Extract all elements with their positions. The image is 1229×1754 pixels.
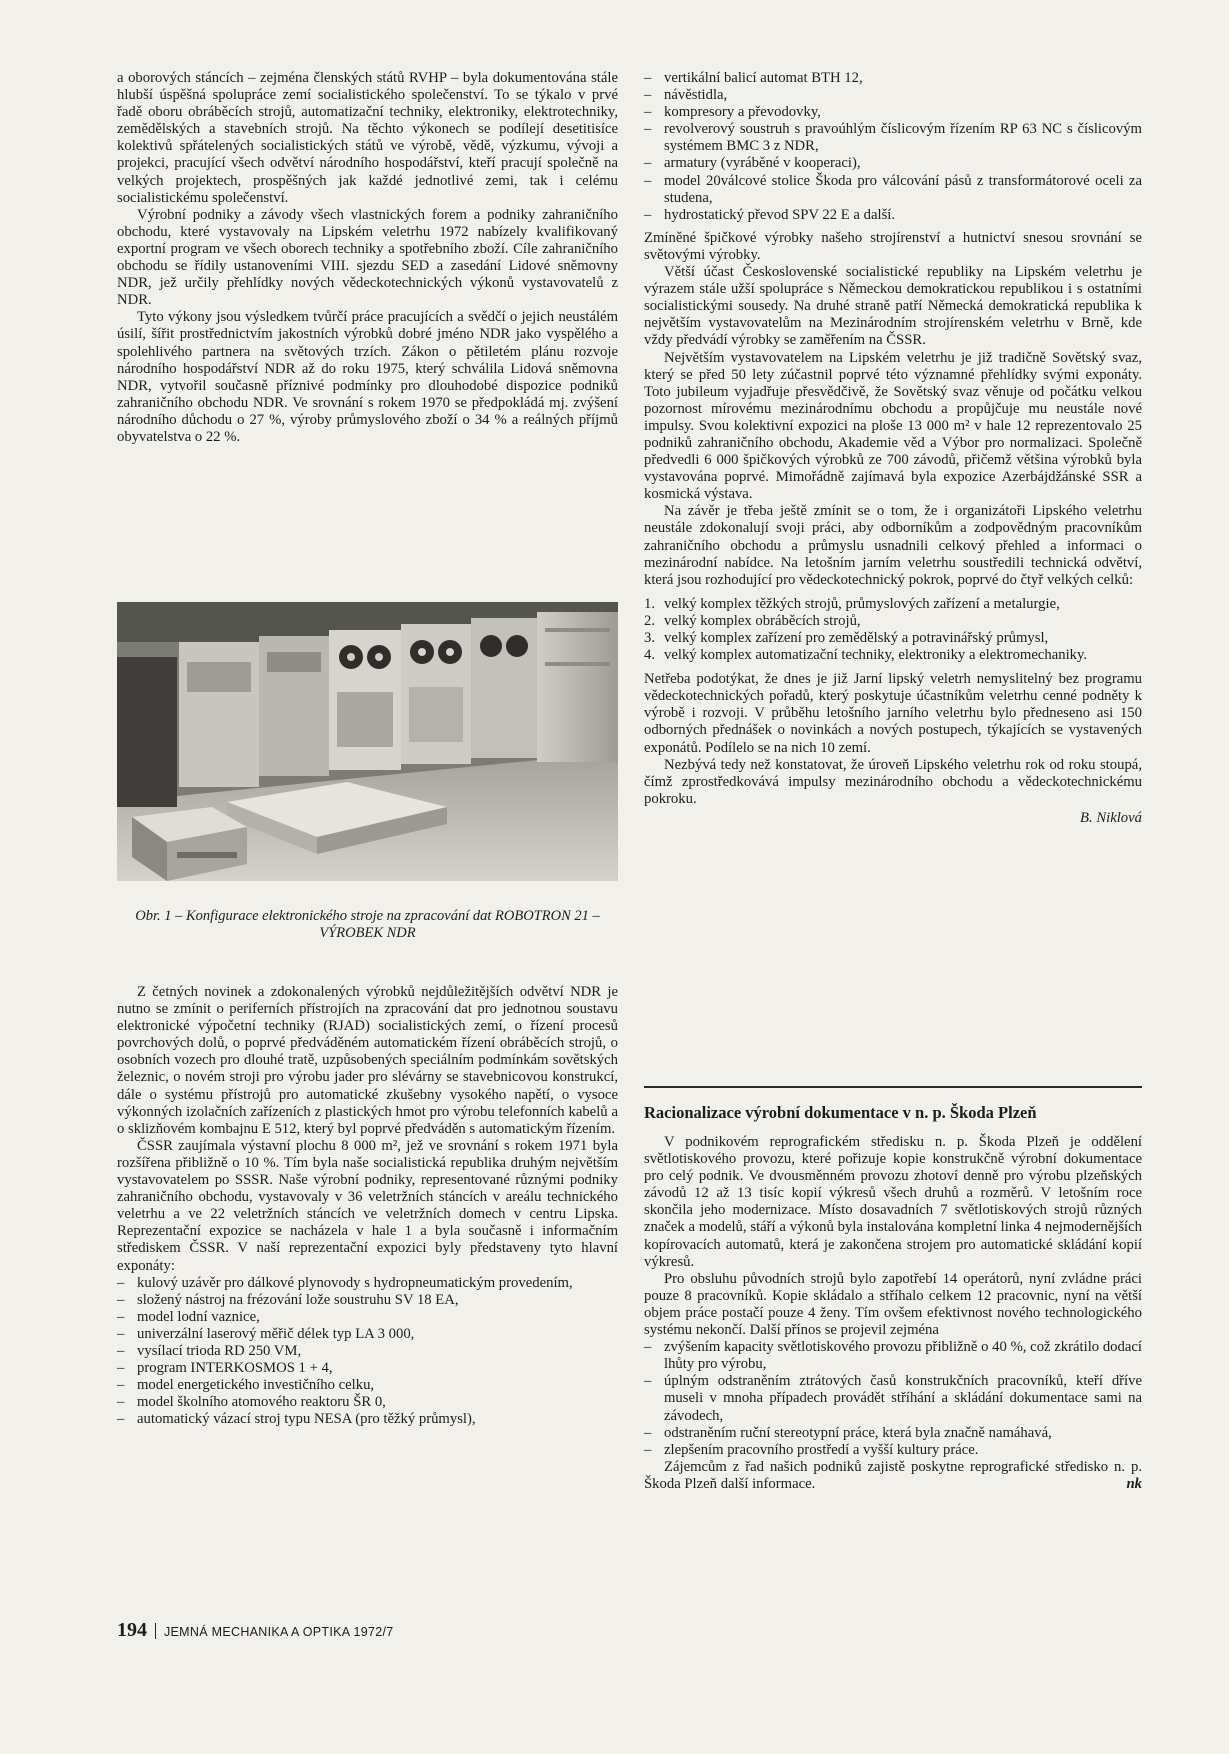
author-initials: nk — [1126, 1475, 1142, 1492]
paragraph: Nezbývá tedy než konstatovat, že úroveň Lipského veletrhu rok od roku stoupá, čímž zprostředkovává impulsy mezinárodního obchodu a vědeckotechnickému pokroku. — [644, 756, 1142, 807]
paragraph: Výrobní podniky a závody všech vlastnických forem a podniky zahraničního obchodu, které vystavovaly na Lipském veletrhu 1972 nabízely kvalifikovaný exportní program ve všech oborech techniky a spotřebního zboží. Cíle zahraničního obchodu se řídily ustanoveními VIII. sjezdu SED a zasedání Lidové sněmovny NDR, jež určily přehlídky nových vědeckotechnických výkonů vystavovatelů z NDR. — [117, 206, 618, 309]
benefit-list — [644, 1339, 1142, 1459]
paragraph: ČSSR zaujímala výstavní plochu 8 000 m², jež ve srovnání s rokem 1971 byla rozšířena přibližně o 10 %. Tím byla naše socialistická republika druhým největším vystavovatelem po SSSR. Naše výrobní podniky, representované různými podniky zahraničního obchodu, vystavovaly v 36 veletržních stáncích v areálu technického veletrhu a ve 22 veletržních stáncích ve veletržních domech v centru Lipska. Reprezentační expozice se nacházela v hale 1 a byla současně i informačním střediskem ČSSR. V naší reprezentační expozici byly představeny tyto hlavní exponáty: — [117, 1137, 618, 1274]
list-item: 2. velký komplex obráběcích strojů, — [644, 612, 861, 629]
list-item: – vysílací trioda RD 250 VM, — [117, 1343, 618, 1360]
list-item: – kulový uzávěr pro dálkové plynovody s hydropneumatickým provedením, — [117, 1275, 618, 1292]
left-column-top — [117, 70, 618, 446]
article-title: Racionalizace výrobní dokumentace v n. p. Škoda Plzeň — [644, 1103, 1037, 1122]
list-item: – návěstidla, — [644, 87, 1142, 104]
section-divider — [644, 1086, 1142, 1088]
photo-illustration — [117, 602, 618, 881]
list-item: 3. velký komplex zařízení pro zemědělský a potravinářský průmysl, — [644, 630, 1049, 646]
paragraph: Z četných novinek a zdokonalených výrobků nejdůležitějších odvětví NDR je nutno se zmínit o periferních přístrojích na zpracování dat pro jednotnou soustavu elektronické výpočetní techniky (RJAD) socialistických zemí, o řízení procesů povrchových dolů, o poprvé předváděném automatickém řízení obráběcích strojů, o osobních vozech pro dlouhé tratě, uzpůsobených speciálním podmínkám sovětských železnic, o novém stroji pro výrobu jader pro slévárny se stavebnicovou konstrukcí, dále o systému přístrojů pro automatické zkušebny vysokého napětí, o vysoce výkonných izolačních zařízeních z plastických hmot pro výrobu telefonních kabelů a o sklizňovém kombajnu E 512, který byl poprvé předváděn s automatickým řízením. — [117, 984, 618, 1137]
photo-robotron-21 — [117, 602, 618, 881]
footer-separator — [155, 1623, 156, 1639]
list-item: – úplným odstraněním ztrátových časů konstrukčních pracovníků, kteří dříve museli v mnoha případech provádět stříhání a skládání dokumentace sami na závodech, — [644, 1373, 1142, 1424]
caption-prefix: Obr. 1 — [135, 908, 172, 924]
journal-name: JEMNÁ MECHANIKA A OPTIKA 1972/7 — [164, 1625, 394, 1639]
list-item: – model energetického investičního celku, — [117, 1377, 618, 1394]
paragraph: Na závěr je třeba ještě zmínit se o tom, že i organizátoři Lipského veletrhu neustále zdokonalují svoji práci, aby odborníkům a zodpovědným pracovníkům zahraničního obchodu a průmyslu usnadnili celkový přehled a informaci o mezinárodní nabídce. Na letošním jarním veletrhu soustředili technická odvětví, která jsou rozhodující pro vědeckotechnický pokrok, poprvé do čtyř velkých celků: — [644, 503, 1142, 588]
list-item: 4. velký komplex automatizační techniky, elektroniky a elektromechaniky. — [644, 647, 1088, 664]
exhibit-list — [117, 1275, 618, 1429]
list-item: 1. velký komplex těžkých strojů, průmyslových zařízení a metalurgie, — [644, 595, 1060, 612]
closing-text: Zájemcům z řad našich podniků zajistě poskytne reprografické středisko n. p. Škoda Plzeň další informace. — [644, 1458, 1142, 1492]
list-item: – hydrostatický převod SPV 22 E a další. — [644, 207, 1142, 224]
paragraph: Větší účast Československé socialistické republiky na Lipském veletrhu je výrazem stále užší spolupráce s Německou demokratickou republikou i s ostatními socialistickými sousedy. Na druhé straně patří Německá demokratická republika k největším vystavovatelům na Mezinárodním strojírenském veletrhu v Brně, kde vždy předvádí výrobky se zaměřením na ČSSR. — [644, 264, 1142, 349]
page-footer — [117, 1619, 617, 1642]
paragraph: Největším vystavovatelem na Lipském veletrhu je již tradičně Sovětský svaz, který se před 50 lety zúčastnil poprvé této významné přehlídky svými exponáty. Toto jubileum vyjadřuje přesvědčivě, že Sovětský svaz věnuje od počátku velkou pozornost mírovému mezinárodnímu obchodu a propůjčuje mu neustále nové impulsy. Svou kolektivní expozici na ploše 13 000 m² v hale 12 reprezentovalo 25 podniků zahraničního obchodu, Akademie věd a Výbor pro normalizaci. Společně předvedli 6 000 špičkových výrobků ze 700 závodů, přičemž většina výrobků byla vystavována poprvé. Mimořádně zajímavá byla expozice Azerbájdžánské SSR a kosmická výstava. — [644, 349, 1142, 503]
exhibit-list-continued — [644, 70, 1142, 224]
list-item: – kompresory a převodovky, — [644, 104, 1142, 121]
list-item: – vertikální balicí automat BTH 12, — [644, 70, 1142, 87]
article-body — [644, 1134, 1142, 1493]
list-item: – zlepšením pracovního prostředí a vyšší kultury práce. — [644, 1442, 1142, 1459]
list-item: – složený nástroj na frézování lože soustruhu SV 18 EA, — [117, 1292, 618, 1309]
list-item: – zvýšením kapacity světlotiskového provozu přibližně o 40 %, což zkrátilo dodací lhůty pro výrobu, — [644, 1339, 1142, 1373]
paragraph: Netřeba podotýkat, že dnes je již Jarní lipský veletrh nemyslitelný bez programu vědeckotechnických pořadů, který poskytuje účastníkům veletrhu cenné podněty k výrobě i rozvoji. V průběhu letošního jarního veletrhu bylo předneseno asi 150 odborných přednášek o novinkách a nových postupech, týkajících se vystavených exponátů. Podílelo se na nich 10 zemí. — [644, 671, 1142, 756]
list-item: – model školního atomového reaktoru ŠR 0, — [117, 1394, 618, 1411]
list-item: – program INTERKOSMOS 1 + 4, — [117, 1360, 618, 1377]
paragraph: Tyto výkony jsou výsledkem tvůrčí práce pracujících a svědčí o jejich neustálém úsilí, šířit prostřednictvím jakostních výrobků dobré jméno NDR jako vyspělého a spolehlivého partnera na světových trzích. Zákon o pětiletém plánu rozvoje národního hospodářství NDR až do roku 1975, který schválila Lidová sněmovna NDR, vytvořil současně příznivé podmínky pro dlouhodobé dispozice podniků zahraničního obchodu NDR. Ve srovnání s rokem 1970 se předpokládá mj. zvýšení národního důchodu o 27 %, výroby průmyslového zboží o 34 % a reálných příjmů obyvatelstva o 22 %. — [117, 309, 618, 445]
right-column-top — [644, 70, 1142, 827]
numbered-list — [644, 596, 1142, 664]
list-item: – model 20válcové stolice Škoda pro válcování pásů z transformátorové oceli za studena, — [644, 173, 1142, 207]
page-number: 194 — [117, 1619, 147, 1641]
paragraph: V podnikovém reprografickém středisku n. p. Škoda Plzeň je oddělení světlotiskového provozu, které pořizuje kopie konstrukčně výrobní dokumentace pro celý podnik. Ve dvousměnném provozu zhotoví denně pro výrobu plzeňských závodů 12 až 13 tisíc kopií výkresů všech druhů a rozměrů. V letošním roce skončila jeho modernizace. Místo dosavadních 7 světlotiskových strojů různých značek a modelů, stáří a výkonů byla instalována kompletní linka 4 nejmodernějších kopírovacích automatů, která je zakončena strojem pro automatické skládání kopií výkresů. — [644, 1134, 1142, 1270]
paragraph: Pro obsluhu původních strojů bylo zapotřebí 14 operátorů, nyní zvládne práci pouze 8 pracovníků. Kopie skládalo a stříhalo celkem 12 pracovnic, nyní na větší objem práce postačí pouze 4 ženy. Tím ovšem efektivnost nového technologického systému nekončí. Další přínos se projevil zejména — [644, 1270, 1142, 1339]
left-column-bottom — [117, 984, 618, 1428]
author-signature: B. Niklová — [1080, 809, 1142, 826]
photo-caption — [117, 908, 618, 942]
list-item: – automatický vázací stroj typu NESA (pro těžký průmysl), — [117, 1411, 618, 1428]
paragraph — [644, 1459, 1142, 1493]
paragraph: a oborových stáncích – zejména členských států RVHP – byla dokumentována stále hlubší úspěšná spolupráce zemí socialistického společenství. To se týkalo v prvé řadě oboru obráběcích strojů, automatizační techniky, elektroniky, elektrotechniky, zemědělských a stavebních strojů. Na těchto výkonech se podílejí desetitisíce kolektivů spřátelených socialistických států ve výrobě, vědě, výzkumu, vývoji a projekci, pracující všech odvětví národního hospodářství, kteří pracují společně na velkých projektech, prospěšných jak každé jednotlivé zemi, tak i celému socialistickému společenství. — [117, 70, 618, 206]
paragraph: Zmíněné špičkové výrobky našeho strojírenství a hutnictví snesou srovnání se světovými výrobky. — [644, 229, 1142, 263]
list-item: – armatury (vyráběné v kooperaci), — [644, 155, 1142, 172]
list-item: – revolverový soustruh s pravoúhlým číslicovým řízením RP 63 NC s číslicovým systémem BMC 3 z NDR, — [644, 121, 1142, 155]
list-item: – model lodní vaznice, — [117, 1309, 618, 1326]
list-item: – univerzální laserový měřič délek typ LA 3 000, — [117, 1326, 618, 1343]
caption-text: – Konfigurace elektronického stroje na zpracování dat ROBOTRON 21 – VÝROBEK NDR — [175, 908, 600, 941]
list-item: – odstraněním ruční stereotypní práce, která byla značně namáhavá, — [644, 1425, 1142, 1442]
